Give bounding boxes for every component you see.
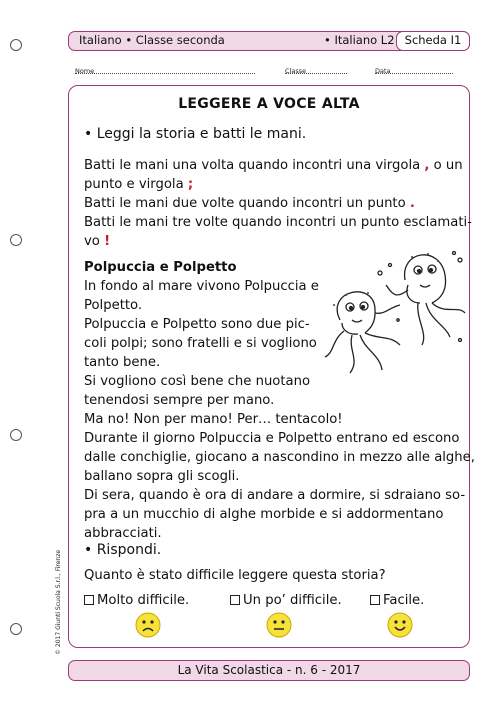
page-title: LEGGERE A VOCE ALTA <box>178 96 360 112</box>
header-bar <box>68 31 470 51</box>
binder-hole <box>10 429 22 441</box>
rule-line-5 <box>84 232 110 252</box>
story-line: Polpuccia e Polpetto sono due pic- <box>84 317 310 332</box>
neutral-face-icon <box>266 612 292 638</box>
period-mark: . <box>409 196 415 211</box>
sad-face-icon <box>135 612 161 638</box>
story-line: abbracciati. <box>84 526 162 541</box>
class-field[interactable] <box>285 67 347 74</box>
exclamation-mark: ! <box>104 234 111 249</box>
story-line: coli polpi; sono fratelli e si vogliono <box>84 336 317 351</box>
option-a-bit-difficult[interactable] <box>230 591 342 611</box>
happy-face-icon <box>387 612 413 638</box>
rule-text: vo <box>84 234 100 249</box>
binder-hole <box>10 39 22 51</box>
binder-hole <box>10 234 22 246</box>
footer-bar: La Vita Scolastica - n. 6 - 2017 <box>68 660 470 681</box>
option-label: Facile. <box>383 593 425 608</box>
story-line: Polpetto. <box>84 298 143 313</box>
header-level: • Italiano L2 <box>324 33 395 47</box>
semicolon-mark: ; <box>187 177 194 192</box>
option-label: Molto difficile. <box>97 593 190 608</box>
header-subject: Italiano • Classe seconda <box>79 33 225 47</box>
rule-line-3 <box>84 194 415 214</box>
story-line: pra a un mucchio di alghe morbide e si addormentano <box>84 507 444 522</box>
checkbox[interactable] <box>230 595 240 605</box>
story-line: dalle conchiglie, giocano a nascondino in mezzo alle alghe, <box>84 450 475 465</box>
story-title: Polpuccia e Polpetto <box>84 260 237 275</box>
rule-line-4: Batti le mani tre volte quando incontri un punto esclamati- <box>84 215 472 230</box>
rule-text: Batti le mani una volta quando incontri una virgola <box>84 158 421 173</box>
rule-text: punto e virgola <box>84 177 184 192</box>
story-line: Durante il giorno Polpuccia e Polpetto entrano ed escono <box>84 431 460 446</box>
binder-hole <box>10 623 22 635</box>
date-label: Data <box>375 67 391 75</box>
question-text: Quanto è stato difficile leggere questa storia? <box>84 568 386 583</box>
scheda-badge: Scheda I1 <box>396 31 470 51</box>
rule-line-1 <box>84 156 463 176</box>
option-very-difficult[interactable] <box>84 591 189 611</box>
checkbox[interactable] <box>370 595 380 605</box>
instruction-read: • Leggi la storia e batti le mani. <box>84 126 307 142</box>
date-field[interactable] <box>375 67 453 74</box>
copyright-notice: © 2017 Giunti Scuola S.r.l., Firenze <box>55 549 62 655</box>
rule-text: o un <box>433 158 463 173</box>
story-line: Di sera, quando è ora di andare a dormire, si sdraiano so- <box>84 488 466 503</box>
octopus-illustration <box>320 245 470 380</box>
rule-line-2 <box>84 175 193 195</box>
rule-text: Batti le mani due volte quando incontri un punto <box>84 196 406 211</box>
name-field[interactable] <box>75 67 255 74</box>
story-line: ballano sopra gli scogli. <box>84 469 240 484</box>
instruction-answer: • Rispondi. <box>84 542 162 558</box>
option-label: Un po’ difficile. <box>243 593 342 608</box>
checkbox[interactable] <box>84 595 94 605</box>
name-label: Nome <box>75 67 95 75</box>
comma-mark: , <box>424 158 430 173</box>
class-label: Classe <box>285 67 307 75</box>
story-line: Ma no! Non per mano! Per… tentacolo! <box>84 412 343 427</box>
story-line: tanto bene. <box>84 355 161 370</box>
story-line: In fondo al mare vivono Polpuccia e <box>84 279 319 294</box>
story-line: tenendosi sempre per mano. <box>84 393 275 408</box>
story-line: Si vogliono così bene che nuotano <box>84 374 311 389</box>
option-easy[interactable] <box>370 591 424 611</box>
